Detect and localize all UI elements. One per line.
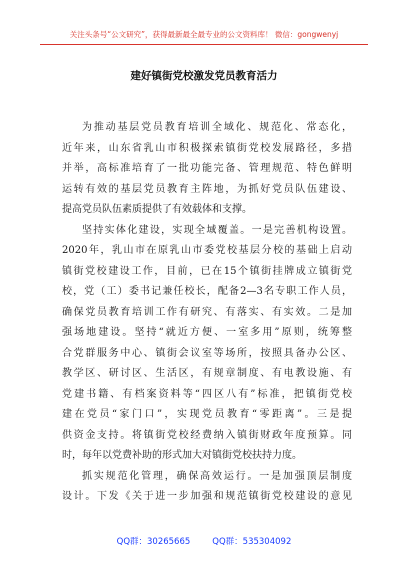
text-line: 2020年，乳山市在原乳山市委党校基层分校的基础上启动	[62, 245, 352, 256]
document-title: 建好镇街党校激发党员教育活力	[130, 70, 278, 82]
text-line: 教学区、研讨区、生活区，有规章制度、有电教设施、有	[62, 368, 352, 379]
text-line: 为推动基层党员教育培训全域化、规范化、常态化，	[82, 122, 352, 133]
text-line: 近年来，山东省乳山市积极探索镇街党校发展路径，多措	[62, 142, 352, 154]
text-line: 党建书籍、有档案资料等“四区八有”标准，把镇街党校	[62, 388, 352, 400]
qq-group-1: QQ群：30265665	[116, 537, 191, 547]
text-line: 强场地建设。坚持“就近方便、一室多用”原则，统筹整	[62, 327, 352, 338]
text-line: 时，每年以党费补助的形式加大对镇街党校扶持力度。	[62, 450, 302, 461]
text-line: 并举，高标准培育了一批功能完备、管理规范、特色鲜明	[62, 163, 352, 174]
header-divider	[40, 44, 368, 45]
paragraph-1	[62, 118, 352, 221]
text-line: 运转有效的基层党员教育主阵地，为抓好党员队伍建设、	[62, 183, 352, 195]
text-line: 建在党员“家门口”，实现党员教育“零距离”。三是提	[62, 409, 352, 420]
text-line: 坚持实体化建设，实现全域覆盖。一是完善机构设置。	[82, 224, 352, 236]
text-line: 确保党员教育培训工作有研究、有落实、有实效。二是加	[62, 306, 352, 318]
paragraph-3	[62, 467, 352, 508]
document-body	[62, 118, 352, 508]
footer-contact	[0, 535, 408, 547]
header-notice: 关注头条号“公文研究”，获得最新最全最专业的公文资料库！ 微信：gongwenyj	[69, 30, 339, 39]
text-line: 校，党（工）委书记兼任校长，配备2—3名专职工作人员，	[62, 286, 352, 297]
text-line: 抓实规范化管理，确保高效运行。一是加强顶层制度	[82, 470, 352, 482]
text-line: 供资金支持。将镇街党校经费纳入镇街财政年度预算。同	[62, 429, 352, 441]
paragraph-2	[62, 221, 352, 467]
qq-group-2: QQ群：535304092	[212, 537, 292, 547]
text-line: 合党群服务中心、镇街会议室等场所，按照具备办公区、	[62, 347, 352, 359]
text-line: 提高党员队伍素质提供了有效载体和支撑。	[62, 204, 252, 215]
text-line: 设计。下发《关于进一步加强和规范镇街党校建设的意见	[62, 491, 352, 502]
text-line: 镇街党校建设工作，目前，已在15个镇街挂牌成立镇街党	[62, 265, 352, 277]
